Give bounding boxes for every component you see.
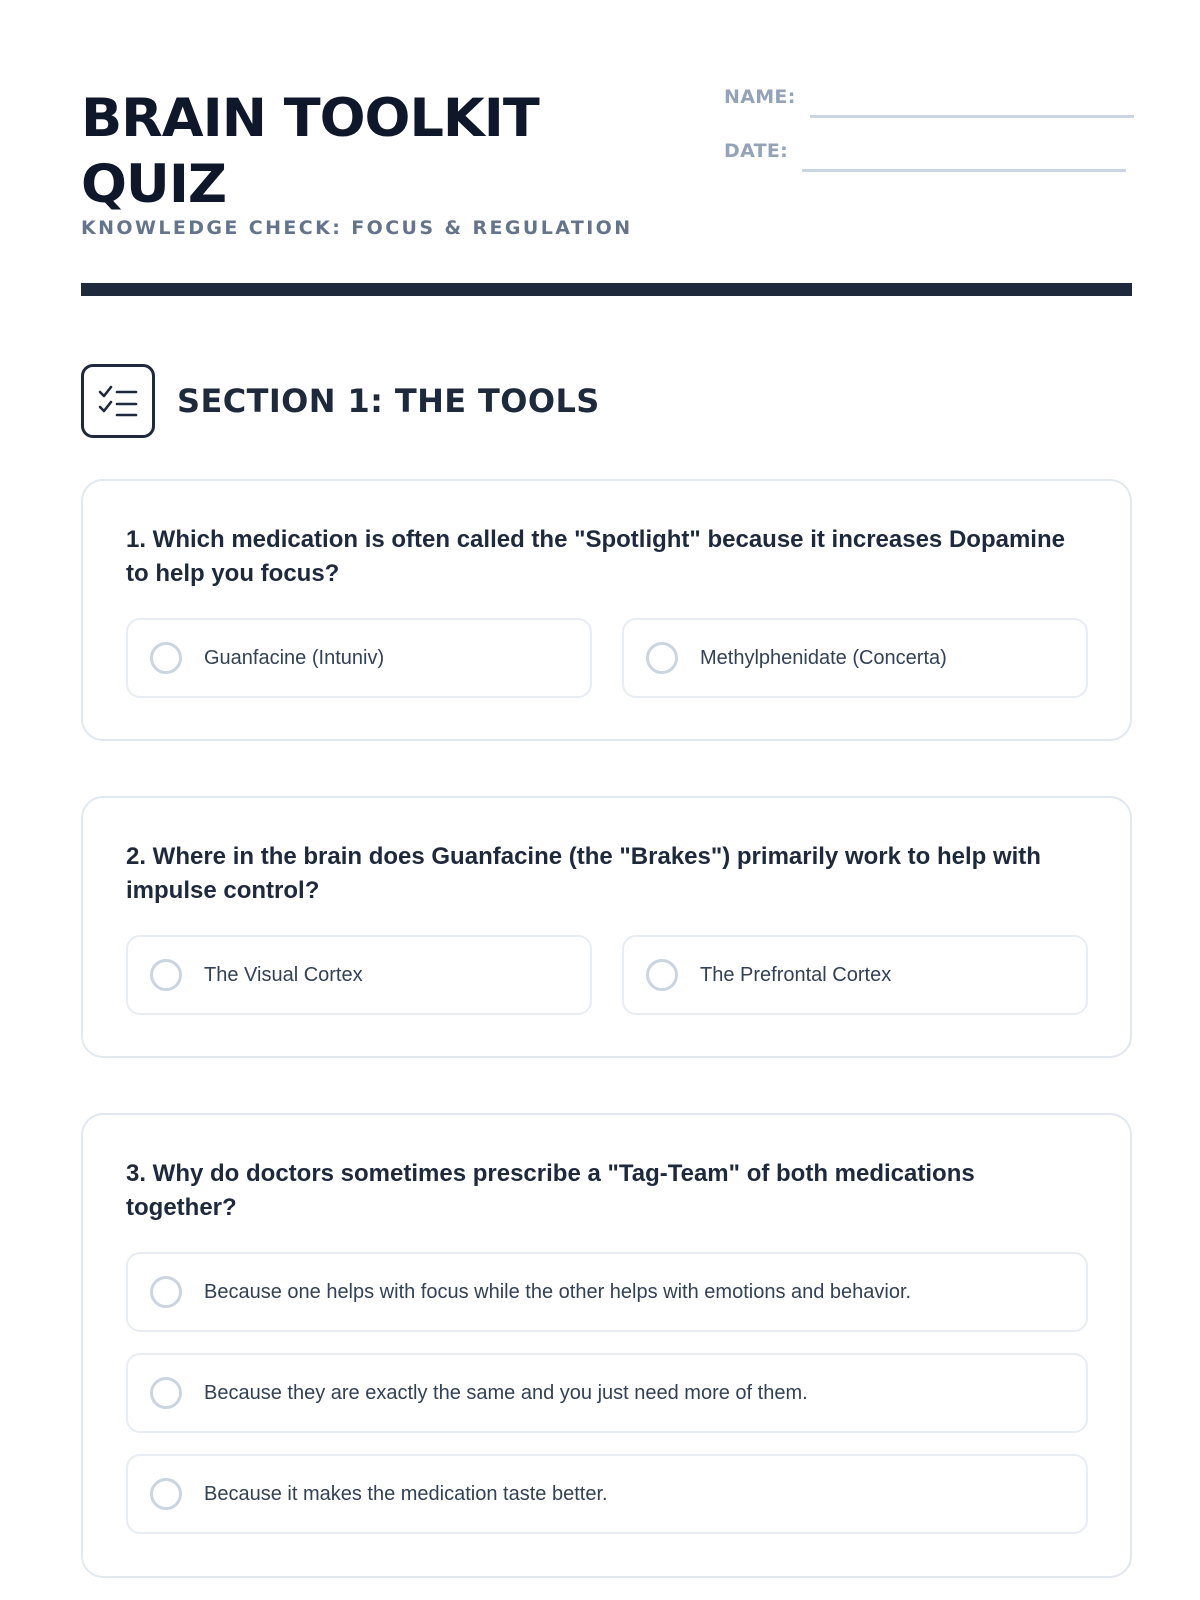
option-label: The Prefrontal Cortex xyxy=(700,963,892,986)
quiz-header xyxy=(81,86,1132,296)
name-input-line[interactable] xyxy=(810,115,1134,118)
radio-button[interactable] xyxy=(150,1478,182,1510)
checklist-icon xyxy=(81,364,155,438)
question-text-1: 1. Which medication is often called the "Spotlight" because it increases Dopamine to help you focus? xyxy=(126,526,1065,587)
radio-button[interactable] xyxy=(150,1377,182,1409)
radio-button[interactable] xyxy=(646,642,678,674)
option-label: Guanfacine (Intuniv) xyxy=(204,646,385,669)
option-3b[interactable] xyxy=(126,1353,1088,1433)
option-label: Methylphenidate (Concerta) xyxy=(700,646,947,669)
radio-button[interactable] xyxy=(150,642,182,674)
option-label: Because one helps with focus while the other helps with emotions and behavior. xyxy=(204,1280,912,1303)
question-card-2 xyxy=(81,796,1132,1058)
option-3c[interactable] xyxy=(126,1454,1088,1534)
option-3a[interactable] xyxy=(126,1252,1088,1332)
date-field xyxy=(724,140,1126,162)
option-1a[interactable] xyxy=(126,618,592,698)
name-label: NAME: xyxy=(724,86,796,108)
section-title: SECTION 1: THE TOOLS xyxy=(177,382,600,420)
option-label: Because it makes the medication taste better. xyxy=(204,1482,608,1505)
name-field xyxy=(724,86,1134,108)
header-divider xyxy=(81,283,1132,296)
section-header xyxy=(81,364,600,438)
option-label: The Visual Cortex xyxy=(204,963,363,986)
date-input-line[interactable] xyxy=(802,169,1126,172)
option-2a[interactable] xyxy=(126,935,592,1015)
date-label: DATE: xyxy=(724,140,789,162)
question-text-3: 3. Why do doctors sometimes prescribe a "Tag-Team" of both medications together? xyxy=(126,1160,975,1221)
page-subtitle: KNOWLEDGE CHECK: FOCUS & REGULATION xyxy=(81,217,633,239)
option-2b[interactable] xyxy=(622,935,1088,1015)
radio-button[interactable] xyxy=(150,959,182,991)
question-card-1 xyxy=(81,479,1132,741)
question-card-3 xyxy=(81,1113,1132,1578)
radio-button[interactable] xyxy=(150,1276,182,1308)
option-label: Because they are exactly the same and you just need more of them. xyxy=(204,1381,808,1404)
option-1b[interactable] xyxy=(622,618,1088,698)
question-text-2: 2. Where in the brain does Guanfacine (the "Brakes") primarily work to help with impulse control? xyxy=(126,843,1041,904)
page-title: BRAIN TOOLKIT QUIZ xyxy=(81,88,539,215)
radio-button[interactable] xyxy=(646,959,678,991)
